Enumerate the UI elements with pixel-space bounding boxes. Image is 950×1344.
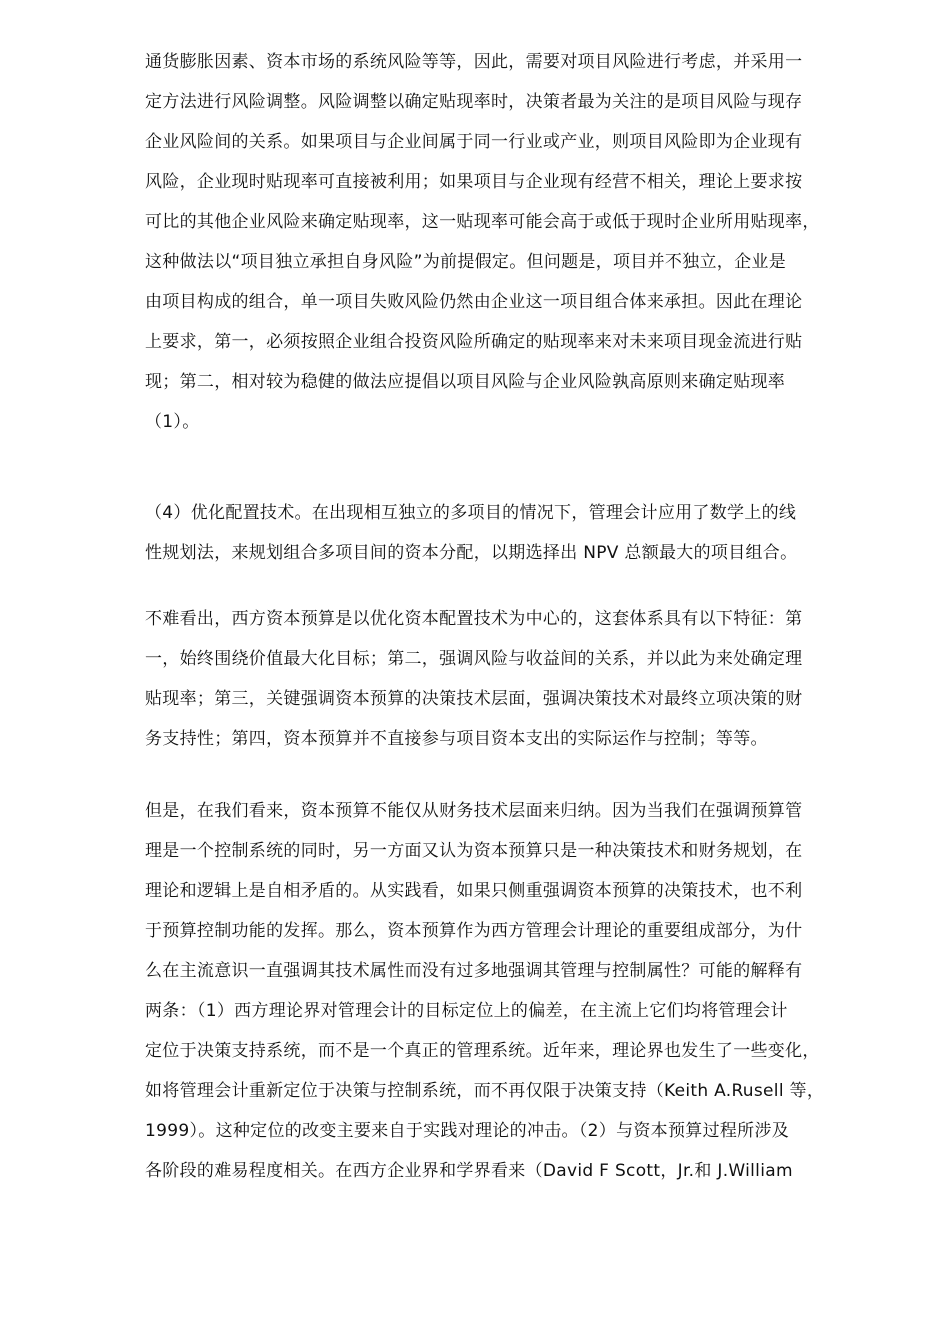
text-line: 这种做法以“项目独立承担自身风险”为前提假定。但问题是，项目并不独立，企业是 [145,252,787,272]
paragraph-risk-adjustment [145,42,890,442]
text-line: 务支持性；第四，资本预算并不直接参与项目资本支出的实际运作与控制；等等。 [145,729,768,749]
text-line: 如将管理会计重新定位于决策与控制系统，而不再仅限于决策支持（Keith A.Rusell 等， [145,1081,825,1101]
text-line: 一，始终围绕价值最大化目标；第二，强调风险与收益间的关系，并以此为来处确定理 [145,649,803,669]
paragraph-analysis [145,791,890,1191]
text-line: 两条：（1）西方理论界对管理会计的目标定位上的偏差，在主流上它们均将管理会计 [145,1001,788,1021]
text-line: 风险，企业现时贴现率可直接被利用；如果项目与企业现有经营不相关，理论上要求按 [145,172,803,192]
text-line: 现；第二，相对较为稳健的做法应提倡以项目风险与企业风险孰高原则来确定贴现率 [145,372,786,392]
text-line: 企业风险间的关系。如果项目与企业间属于同一行业或产业，则项目风险即为企业现有 [145,132,803,152]
text-line: （4）优化配置技术。在出现相互独立的多项目的情况下，管理会计应用了数学上的线 [145,503,797,523]
text-line: 么在主流意识一直强调其技术属性而没有过多地强调其管理与控制属性？可能的解释有 [145,961,803,981]
text-line: 不难看出，西方资本预算是以优化资本配置技术为中心的，这套体系具有以下特征：第 [145,609,803,629]
text-line: 性规划法，来规划组合多项目间的资本分配，以期选择出 NPV 总额最大的项目组合。 [145,543,798,563]
text-line: 定位于决策支持系统，而不是一个真正的管理系统。近年来，理论界也发生了一些变化， [145,1041,820,1061]
text-line: 可比的其他企业风险来确定贴现率，这一贴现率可能会高于或低于现时企业所用贴现率， [145,212,820,232]
text-line: 理论和逻辑上是自相矛盾的。从实践看，如果只侧重强调资本预算的决策技术，也不利 [145,881,803,901]
text-line: 上要求，第一，必须按照企业组合投资风险所确定的贴现率来对未来项目现金流进行贴 [145,332,803,352]
text-line: 通货膨胀因素、资本市场的系统风险等等，因此，需要对项目风险进行考虑，并采用一 [145,52,803,72]
text-line: （1）。 [145,412,200,432]
text-line: 于预算控制功能的发挥。那么，资本预算作为西方管理会计理论的重要组成部分，为什 [145,921,803,941]
paragraph-characteristics [145,599,890,759]
paragraph-optimization-technique [145,493,890,573]
text-line: 理是一个控制系统的同时，另一方面又认为资本预算只是一种决策技术和财务规划，在 [145,841,803,861]
text-line: 各阶段的难易程度相关。在西方企业界和学界看来（David F Scott，Jr.和 J.William [145,1161,793,1181]
text-line: 贴现率；第三，关键强调资本预算的决策技术层面，强调决策技术对最终立项决策的财 [145,689,803,709]
text-line: 定方法进行风险调整。风险调整以确定贴现率时，决策者最为关注的是项目风险与现存 [145,92,803,112]
text-line: 1999）。这种定位的改变主要来自于实践对理论的冲击。（2）与资本预算过程所涉及 [145,1121,790,1141]
text-line: 但是，在我们看来，资本预算不能仅从财务技术层面来归纳。因为当我们在强调预算管 [145,801,803,821]
text-line: 由项目构成的组合，单一项目失败风险仍然由企业这一项目组合体来承担。因此在理论 [145,292,803,312]
